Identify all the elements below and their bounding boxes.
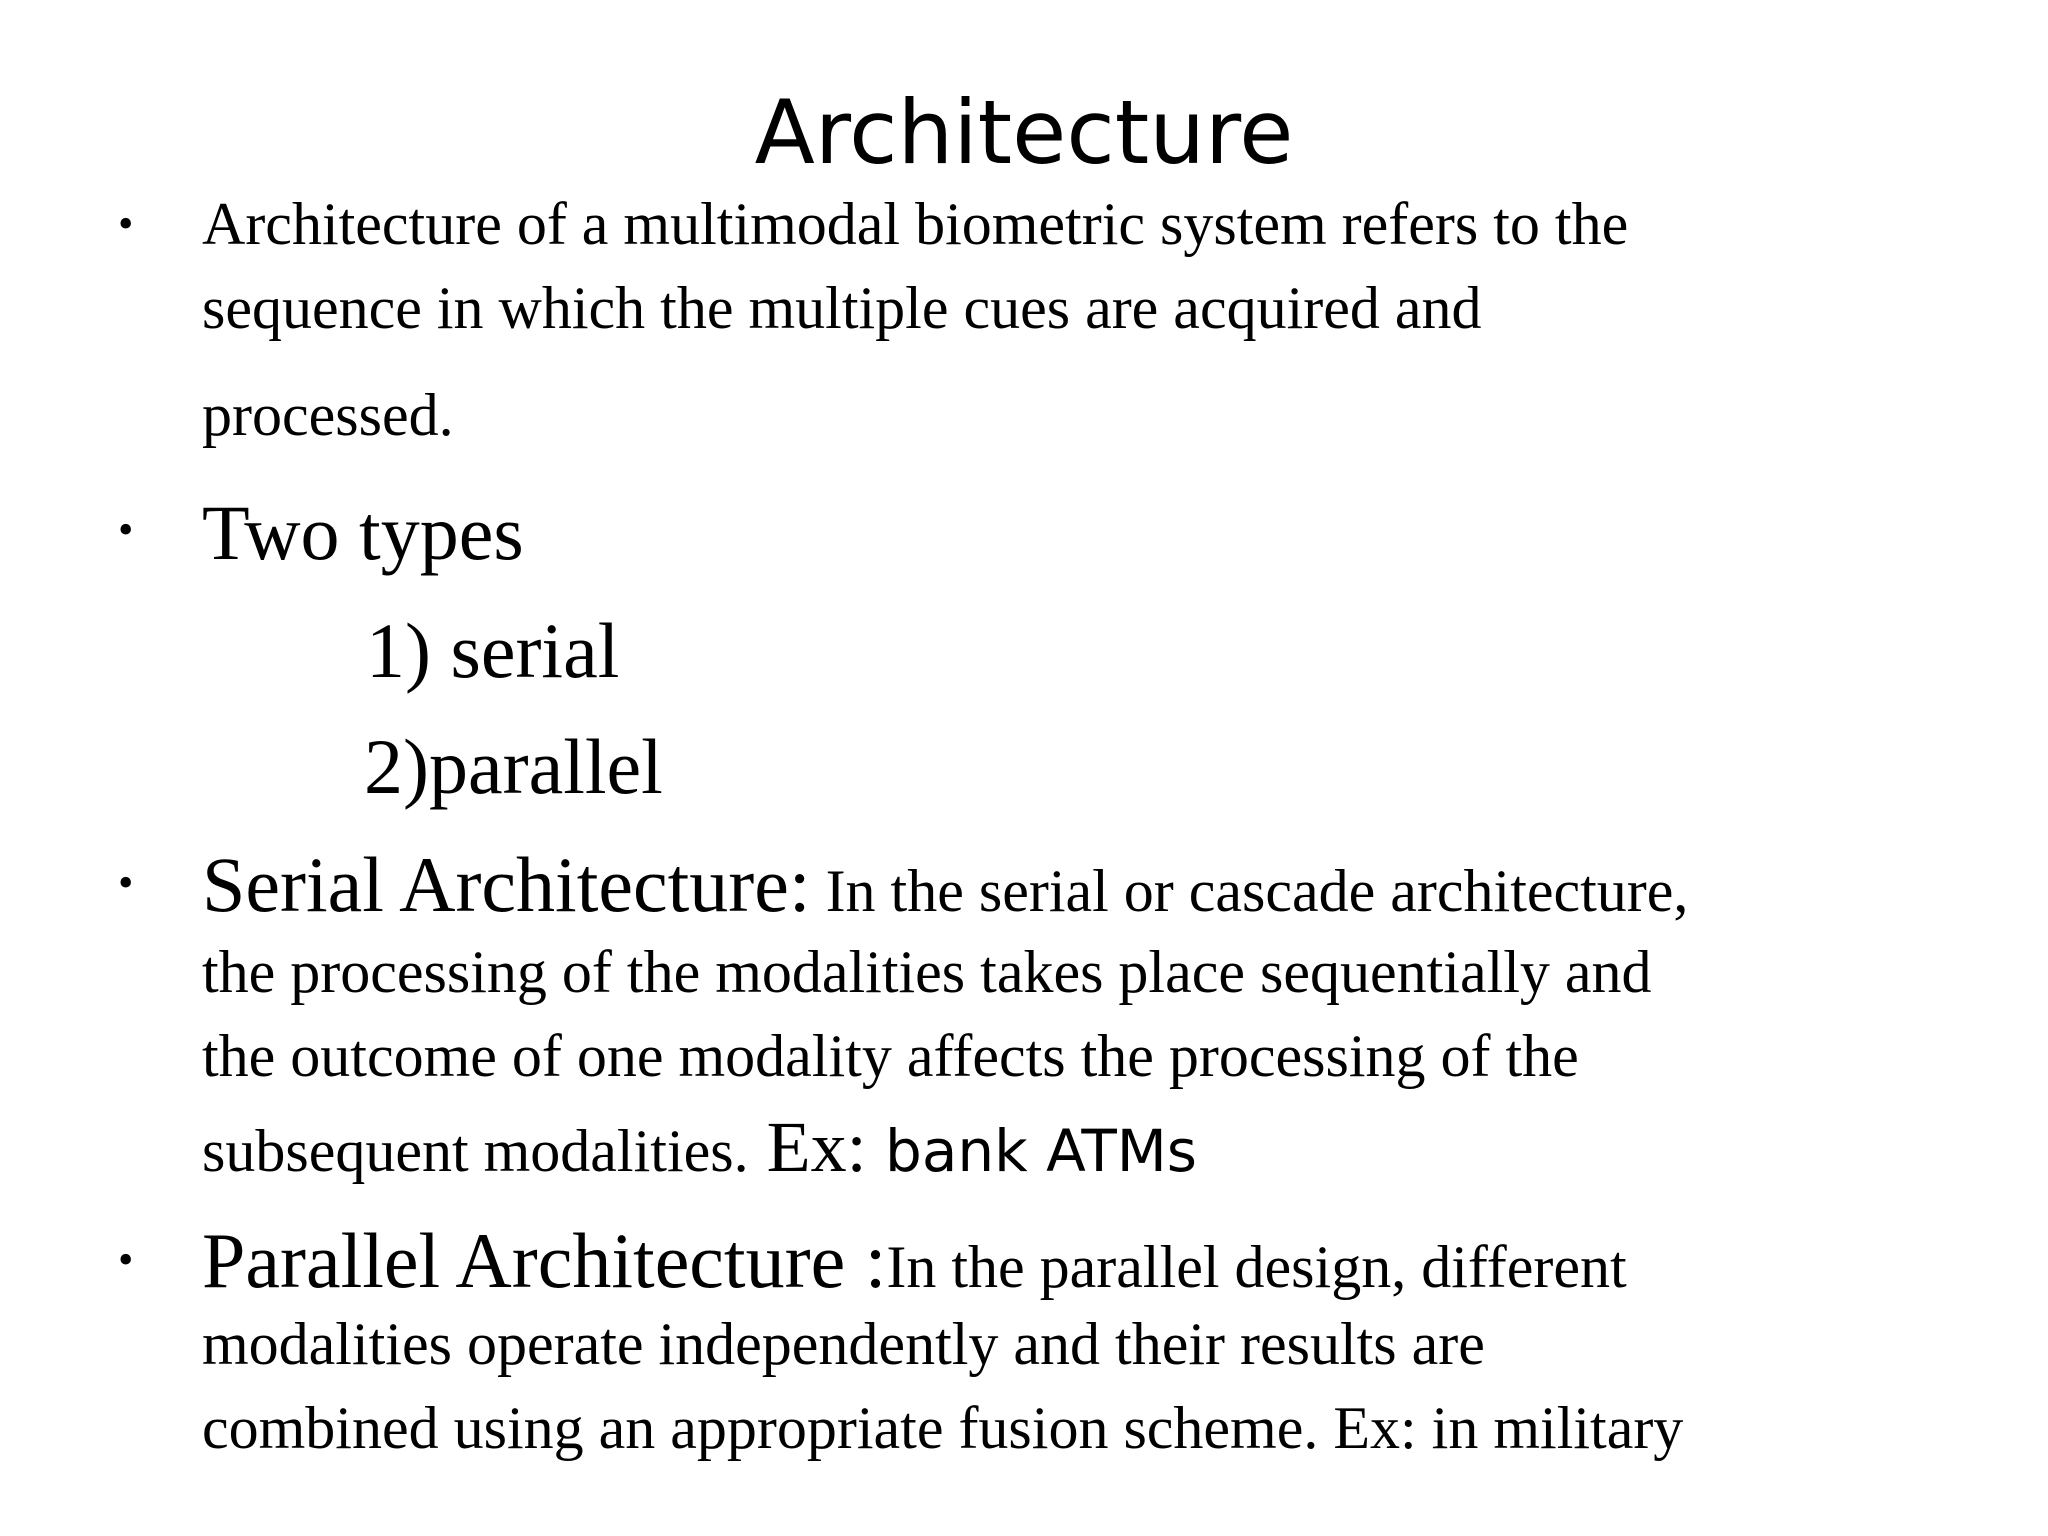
bullet-4-dot: • bbox=[118, 1235, 134, 1284]
bullet-1-line-1: Architecture of a multimodal biometric system refers to the bbox=[202, 191, 1629, 257]
bullet-4-line-1 bbox=[202, 1216, 1627, 1306]
type-item-parallel: 2)parallel bbox=[364, 723, 663, 810]
serial-example-label: Ex: bbox=[748, 1107, 867, 1187]
bullet-1-line-3: processed. bbox=[202, 382, 454, 448]
bullet-4-line-3: combined using an appropriate fusion scheme. Ex: in military bbox=[202, 1395, 1684, 1461]
serial-example-value: bank ATMs bbox=[866, 1117, 1198, 1185]
bullet-2-line-1: Two types bbox=[202, 489, 524, 576]
bullet-3-line-3: the outcome of one modality affects the processing of the bbox=[202, 1023, 1579, 1089]
bullet-1-line-2: sequence in which the multiple cues are acquired and bbox=[202, 275, 1482, 341]
serial-line-4-text: subsequent modalities. bbox=[202, 1118, 749, 1184]
bullet-2-dot: • bbox=[118, 505, 134, 554]
type-item-serial: 1) serial bbox=[366, 607, 620, 694]
bullet-1-dot: • bbox=[118, 199, 134, 248]
bullet-4-line-2: modalities operate independently and their results are bbox=[202, 1311, 1485, 1377]
serial-architecture-heading: Serial Architecture: bbox=[202, 841, 811, 928]
bullet-3-line-4 bbox=[202, 1106, 1197, 1189]
slide-title: Architecture bbox=[754, 81, 1294, 184]
bullet-3-dot: • bbox=[118, 858, 134, 907]
bullet-3-line-1 bbox=[202, 840, 1688, 930]
parallel-architecture-heading: Parallel Architecture : bbox=[202, 1217, 887, 1304]
serial-architecture-text: In the serial or cascade architecture, bbox=[810, 858, 1689, 924]
bullet-3-line-2: the processing of the modalities takes place sequentially and bbox=[202, 939, 1652, 1005]
parallel-architecture-text: In the parallel design, different bbox=[886, 1234, 1627, 1300]
